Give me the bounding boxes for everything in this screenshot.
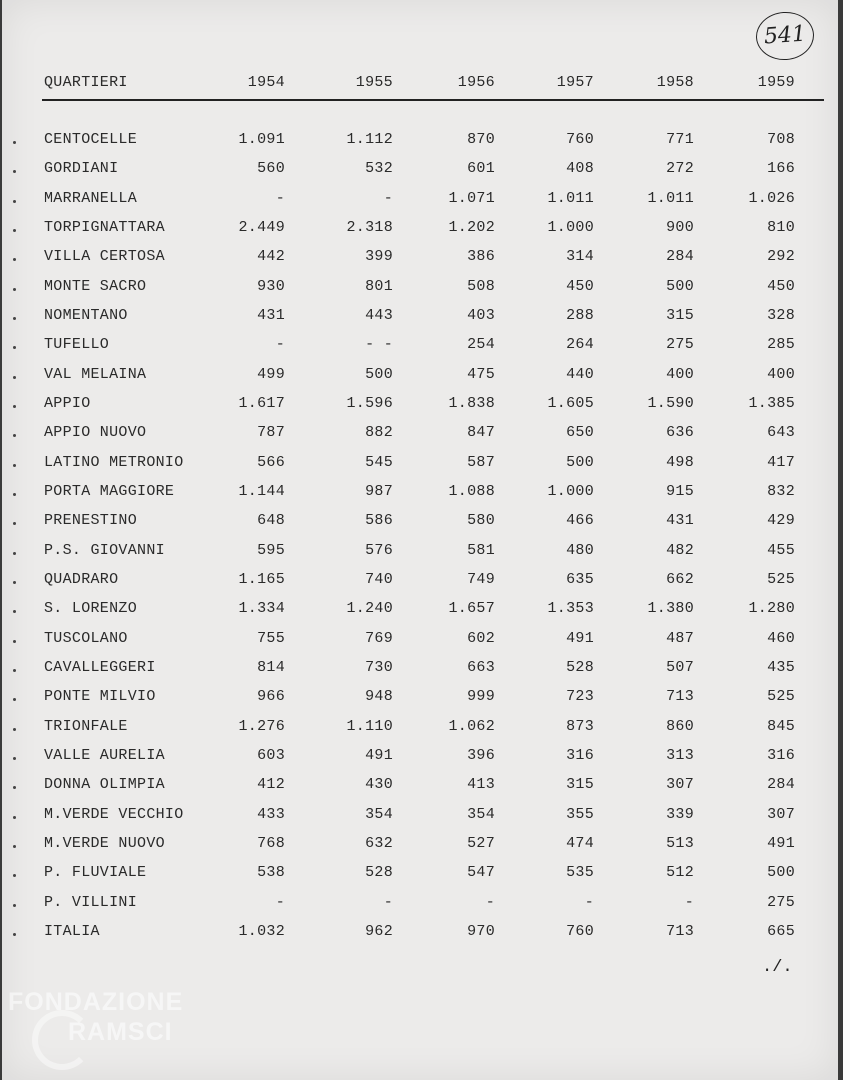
table-cell: 460 (767, 630, 795, 647)
table-cell: 810 (767, 219, 795, 236)
table-cell: 417 (767, 454, 795, 471)
row-label: VILLA CERTOSA (44, 248, 165, 265)
table-cell: 1.011 (647, 190, 694, 207)
table-cell: 586 (365, 512, 393, 529)
table-cell: 832 (767, 483, 795, 500)
margin-dot (13, 816, 16, 819)
table-cell: 595 (257, 542, 285, 559)
row-label: ITALIA (44, 923, 100, 940)
table-cell: 400 (666, 366, 694, 383)
continued-mark: ./. (762, 958, 793, 977)
margin-dot (13, 640, 16, 643)
margin-dot (13, 493, 16, 496)
table-cell: 491 (365, 747, 393, 764)
margin-dot (13, 434, 16, 437)
table-cell: 962 (365, 923, 393, 940)
table-cell: 740 (365, 571, 393, 588)
margin-dot (13, 317, 16, 320)
table-cell: 316 (767, 747, 795, 764)
table-cell: 662 (666, 571, 694, 588)
margin-dot (13, 552, 16, 555)
table-cell: 507 (666, 659, 694, 676)
table-cell: 1.617 (238, 395, 285, 412)
header-year: 1958 (656, 74, 694, 91)
table-cell: 545 (365, 454, 393, 471)
table-cell: 2.449 (238, 219, 285, 236)
table-cell: 948 (365, 688, 393, 705)
table-cell: - (684, 894, 694, 911)
table-cell: 528 (566, 659, 594, 676)
table-cell: 1.590 (647, 395, 694, 412)
header-year: 1954 (247, 74, 285, 91)
table-cell: 475 (467, 366, 495, 383)
table-cell: 480 (566, 542, 594, 559)
table-cell: 500 (767, 864, 795, 881)
table-cell: 1.000 (547, 219, 594, 236)
table-cell: 1.110 (346, 718, 393, 735)
margin-dot (13, 376, 16, 379)
table-cell: - (275, 336, 285, 353)
row-label: NOMENTANO (44, 307, 128, 324)
margin-dot (13, 229, 16, 232)
table-cell: 636 (666, 424, 694, 441)
margin-dot (13, 405, 16, 408)
table-cell: 466 (566, 512, 594, 529)
row-label: CAVALLEGGERI (44, 659, 156, 676)
table-cell: 288 (566, 307, 594, 324)
margin-dot (13, 200, 16, 203)
row-label: P.S. GIOVANNI (44, 542, 165, 559)
table-cell: 845 (767, 718, 795, 735)
table-cell: 396 (467, 747, 495, 764)
table-cell: 1.026 (748, 190, 795, 207)
table-cell: - - (365, 336, 393, 353)
table-cell: 723 (566, 688, 594, 705)
table-cell: 500 (566, 454, 594, 471)
table-cell: 999 (467, 688, 495, 705)
table-cell: 315 (566, 776, 594, 793)
table-cell: 1.071 (448, 190, 495, 207)
table-cell: 532 (365, 160, 393, 177)
header-year: 1956 (457, 74, 495, 91)
table-cell: - (275, 190, 285, 207)
table-cell: 547 (467, 864, 495, 881)
table-cell: 1.144 (238, 483, 285, 500)
row-label: M.VERDE NUOVO (44, 835, 165, 852)
row-label: S. LORENZO (44, 600, 138, 617)
table-cell: 538 (257, 864, 285, 881)
margin-dot (13, 757, 16, 760)
table-cell: 787 (257, 424, 285, 441)
row-label: TRIONFALE (44, 718, 128, 735)
table-cell: 316 (566, 747, 594, 764)
table-cell: 648 (257, 512, 285, 529)
watermark-line1: FONDAZIONE (8, 988, 184, 1016)
header-year: 1957 (556, 74, 594, 91)
header-label: QUARTIERI (44, 74, 128, 91)
table-cell: 474 (566, 835, 594, 852)
table-cell: 527 (467, 835, 495, 852)
table-cell: 315 (666, 307, 694, 324)
table-cell: 632 (365, 835, 393, 852)
document-page (2, 0, 838, 1080)
margin-dot (13, 170, 16, 173)
table-cell: - (383, 190, 393, 207)
margin-dot (13, 728, 16, 731)
table-cell: 730 (365, 659, 393, 676)
table-cell: 430 (365, 776, 393, 793)
row-label: TORPIGNATTARA (44, 219, 165, 236)
table-cell: 635 (566, 571, 594, 588)
row-label: PONTE MILVIO (44, 688, 156, 705)
table-cell: 1.091 (238, 131, 285, 148)
table-cell: 769 (365, 630, 393, 647)
row-label: CENTOCELLE (44, 131, 138, 148)
table-cell: 930 (257, 278, 285, 295)
row-label: APPIO (44, 395, 91, 412)
table-cell: 307 (666, 776, 694, 793)
table-cell: 755 (257, 630, 285, 647)
table-cell: 873 (566, 718, 594, 735)
table-cell: 355 (566, 806, 594, 823)
table-cell: 284 (767, 776, 795, 793)
page-number-stamp: 541 (754, 10, 815, 62)
table-cell: 339 (666, 806, 694, 823)
table-cell: 576 (365, 542, 393, 559)
margin-dot (13, 522, 16, 525)
table-cell: 768 (257, 835, 285, 852)
table-cell: 254 (467, 336, 495, 353)
table-cell: 1.334 (238, 600, 285, 617)
table-cell: 275 (767, 894, 795, 911)
table-cell: 491 (767, 835, 795, 852)
table-cell: 1.032 (238, 923, 285, 940)
table-cell: 847 (467, 424, 495, 441)
table-cell: 650 (566, 424, 594, 441)
table-cell: 1.385 (748, 395, 795, 412)
table-cell: 264 (566, 336, 594, 353)
table-cell: 284 (666, 248, 694, 265)
table-cell: 860 (666, 718, 694, 735)
table-cell: 412 (257, 776, 285, 793)
table-cell: - (383, 894, 393, 911)
table-cell: 1.062 (448, 718, 495, 735)
row-label: QUADRARO (44, 571, 119, 588)
row-label: TUSCOLANO (44, 630, 128, 647)
table-cell: 970 (467, 923, 495, 940)
table-cell: 442 (257, 248, 285, 265)
table-cell: 713 (666, 688, 694, 705)
table-cell: 487 (666, 630, 694, 647)
row-label: P. VILLINI (44, 894, 138, 911)
table-cell: 443 (365, 307, 393, 324)
margin-dot (13, 786, 16, 789)
table-cell: 1.276 (238, 718, 285, 735)
table-cell: 313 (666, 747, 694, 764)
margin-dot (13, 346, 16, 349)
margin-dot (13, 610, 16, 613)
row-label: APPIO NUOVO (44, 424, 147, 441)
table-cell: 491 (566, 630, 594, 647)
table-cell: 1.353 (547, 600, 594, 617)
table-cell: 500 (365, 366, 393, 383)
table-cell: 587 (467, 454, 495, 471)
table-cell: 601 (467, 160, 495, 177)
table-cell: 400 (767, 366, 795, 383)
margin-dot (13, 904, 16, 907)
table-cell: 1.605 (547, 395, 594, 412)
table-cell: 403 (467, 307, 495, 324)
table-cell: 292 (767, 248, 795, 265)
margin-dot (13, 464, 16, 467)
table-cell: 498 (666, 454, 694, 471)
table-cell: 500 (666, 278, 694, 295)
table-cell: 435 (767, 659, 795, 676)
table-cell: 708 (767, 131, 795, 148)
table-cell: 2.318 (346, 219, 393, 236)
table-cell: 1.240 (346, 600, 393, 617)
margin-dot (13, 288, 16, 291)
table-cell: - (275, 894, 285, 911)
table-cell: 408 (566, 160, 594, 177)
table-cell: 513 (666, 835, 694, 852)
table-cell: 166 (767, 160, 795, 177)
table-cell: 272 (666, 160, 694, 177)
table-cell: 560 (257, 160, 285, 177)
table-cell: 433 (257, 806, 285, 823)
table-cell: 450 (767, 278, 795, 295)
row-label: VAL MELAINA (44, 366, 147, 383)
table-cell: 1.011 (547, 190, 594, 207)
table-cell: 508 (467, 278, 495, 295)
table-cell: 771 (666, 131, 694, 148)
table-cell: 603 (257, 747, 285, 764)
row-label: MARRANELLA (44, 190, 138, 207)
row-label: P. FLUVIALE (44, 864, 147, 881)
row-label: GORDIANI (44, 160, 119, 177)
row-label: PRENESTINO (44, 512, 138, 529)
table-cell: - (584, 894, 594, 911)
table-cell: 602 (467, 630, 495, 647)
table-cell: 713 (666, 923, 694, 940)
table-cell: 275 (666, 336, 694, 353)
table-cell: 580 (467, 512, 495, 529)
margin-dot (13, 845, 16, 848)
table-cell: 915 (666, 483, 694, 500)
margin-dot (13, 141, 16, 144)
table-cell: 1.088 (448, 483, 495, 500)
table-cell: 399 (365, 248, 393, 265)
table-cell: - (485, 894, 495, 911)
margin-dot (13, 933, 16, 936)
header-year: 1955 (355, 74, 393, 91)
table-cell: 1.165 (238, 571, 285, 588)
watermark-logo (8, 988, 228, 1064)
table-cell: 354 (365, 806, 393, 823)
table-cell: 314 (566, 248, 594, 265)
table-cell: 413 (467, 776, 495, 793)
table-cell: 900 (666, 219, 694, 236)
table-cell: 386 (467, 248, 495, 265)
table-cell: 450 (566, 278, 594, 295)
table-cell: 814 (257, 659, 285, 676)
table-cell: 328 (767, 307, 795, 324)
table-cell: 760 (566, 923, 594, 940)
table-cell: 1.112 (346, 131, 393, 148)
margin-dot (13, 581, 16, 584)
row-label: VALLE AURELIA (44, 747, 165, 764)
table-cell: 882 (365, 424, 393, 441)
table-cell: 665 (767, 923, 795, 940)
table-cell: 512 (666, 864, 694, 881)
table-cell: 525 (767, 571, 795, 588)
margin-dot (13, 698, 16, 701)
table-cell: 528 (365, 864, 393, 881)
table-cell: 1.380 (647, 600, 694, 617)
header-year: 1959 (757, 74, 795, 91)
table-cell: 870 (467, 131, 495, 148)
table-cell: 429 (767, 512, 795, 529)
margin-dot (13, 874, 16, 877)
table-cell: 431 (666, 512, 694, 529)
row-label: MONTE SACRO (44, 278, 147, 295)
margin-dot (13, 258, 16, 261)
table-cell: 455 (767, 542, 795, 559)
table-cell: 1.202 (448, 219, 495, 236)
table-cell: 749 (467, 571, 495, 588)
table-cell: 987 (365, 483, 393, 500)
table-cell: 525 (767, 688, 795, 705)
watermark-line2: RAMSCI (68, 1018, 173, 1046)
table-cell: 581 (467, 542, 495, 559)
row-label: LATINO METRONIO (44, 454, 184, 471)
row-label: M.VERDE VECCHIO (44, 806, 184, 823)
table-cell: 431 (257, 307, 285, 324)
table-cell: 499 (257, 366, 285, 383)
table-cell: 1.657 (448, 600, 495, 617)
header-rule (42, 99, 824, 101)
table-cell: 760 (566, 131, 594, 148)
table-cell: 1.838 (448, 395, 495, 412)
table-cell: 285 (767, 336, 795, 353)
row-label: PORTA MAGGIORE (44, 483, 175, 500)
table-cell: 1.596 (346, 395, 393, 412)
table-cell: 482 (666, 542, 694, 559)
table-cell: 440 (566, 366, 594, 383)
table-cell: 663 (467, 659, 495, 676)
table-cell: 307 (767, 806, 795, 823)
row-label: DONNA OLIMPIA (44, 776, 165, 793)
table-cell: 535 (566, 864, 594, 881)
row-label: TUFELLO (44, 336, 110, 353)
margin-dot (13, 669, 16, 672)
table-cell: 643 (767, 424, 795, 441)
table-cell: 1.280 (748, 600, 795, 617)
table-cell: 1.000 (547, 483, 594, 500)
table-cell: 354 (467, 806, 495, 823)
table-cell: 801 (365, 278, 393, 295)
table-cell: 566 (257, 454, 285, 471)
table-cell: 966 (257, 688, 285, 705)
